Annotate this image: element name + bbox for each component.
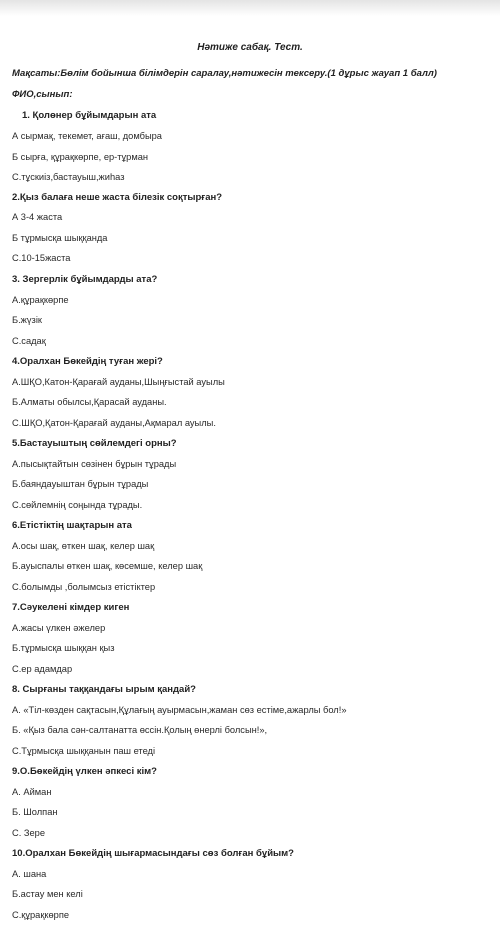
question-2: 2.Қыз балаға неше жаста білезік соқтырған?: [12, 192, 223, 203]
question-10: 10.Оралхан Бөкейдің шығармасындағы сөз болған бұйым?: [12, 848, 294, 859]
answer-option: С. Зере: [12, 828, 46, 838]
question-4: 4.Оралхан Бөкейдің туған жері?: [12, 356, 163, 367]
answer-option: Б.жүзік: [12, 315, 42, 325]
answer-option: А сырмақ, текемет, ағаш, домбыра: [12, 131, 162, 141]
answer-option: Б тұрмысқа шыққанда: [12, 233, 108, 243]
answer-option: Б.астау мен келі: [12, 889, 83, 899]
answer-option: С.садақ: [12, 336, 46, 346]
answer-option: С.ер адамдар: [12, 664, 73, 674]
answer-option: Б. «Қыз бала сән-салтанатта өссін.Қолың өнерлі болсын!»,: [12, 725, 268, 735]
answer-option: С.сөйлемнің соңында тұрады.: [12, 500, 143, 510]
question-1: 1. Қолөнер бұйымдарын ата: [22, 110, 157, 121]
answer-option: А.осы шақ, өткен шақ, келер шақ: [12, 541, 155, 551]
answer-option: А.жасы үлкен әжелер: [12, 623, 106, 633]
question-7: 7.Сәукелені кімдер киген: [12, 602, 130, 613]
page-title: Нәтиже сабақ. Тест.: [197, 42, 303, 53]
answer-option: Б.ауыспалы өткен шақ, көсемше, келер шақ: [12, 561, 203, 571]
answer-option: Б сырға, құрақкөрпе, ер-тұрман: [12, 152, 149, 162]
answer-option: С.Тұрмысқа шыққанын паш етеді: [12, 746, 156, 756]
answer-option: А.құрақкөрпе: [12, 295, 69, 305]
question-5: 5.Бастауыштың сөйлемдегі орны?: [12, 438, 177, 449]
answer-option: Б.Алматы обылсы,Қарасай ауданы.: [12, 397, 167, 407]
answer-option: Б.баяндауыштан бұрын тұрады: [12, 479, 149, 489]
question-3: 3. Зергерлік бұйымдарды ата?: [12, 274, 158, 285]
scan-top-edge: [0, 0, 500, 16]
answer-option: А 3-4 жаста: [12, 212, 63, 222]
answer-option: Б. Шолпан: [12, 807, 58, 817]
name-class-field: ФИО,сынып:: [12, 89, 73, 100]
answer-option: А. «Тіл-көзден сақтасын,Құлағың ауырмасын,жаман сөз естіме,ажарлы бол!»: [12, 705, 347, 715]
question-8: 8. Сырғаны таққандағы ырым қандай?: [12, 684, 196, 695]
answer-option: С.құрақкөрпе: [12, 910, 70, 920]
answer-option: С.тұскиіз,бастауыш,жиһаз: [12, 172, 125, 182]
question-6: 6.Етістіктің шақтарын ата: [12, 520, 132, 531]
answer-option: С.ШҚО,Қатон-Қарағай ауданы,Ақмарал ауылы.: [12, 418, 216, 428]
answer-option: С.10-15жаста: [12, 253, 71, 263]
answer-option: А.пысықтайтын сөзінен бұрын тұрады: [12, 459, 177, 469]
answer-option: А.ШҚО,Катон-Қарағай ауданы,Шыңғыстай ауылы: [12, 377, 225, 387]
answer-option: А. Айман: [12, 787, 52, 797]
answer-option: Б.тұрмысқа шыққан қыз: [12, 643, 115, 653]
answer-option: С.болымды ,болымсыз етістіктер: [12, 582, 156, 592]
question-9: 9.О.Бөкейдің үлкен әпкесі кім?: [12, 766, 157, 777]
aim-text: Мақсаты:Бөлім бойынша білімдерін саралау,нәтижесін тексеру.(1 дұрыс жауап 1 балл): [12, 68, 437, 79]
answer-option: А. шана: [12, 869, 47, 879]
